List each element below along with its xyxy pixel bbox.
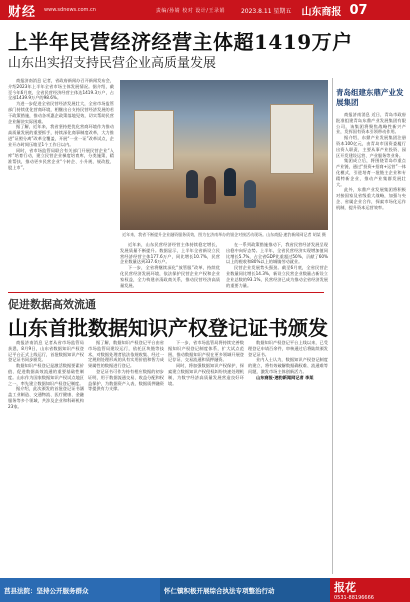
paragraph: 商报济南消息 记者从省市场监管局获悉，8月9日，山东省数据知识产权登记平台正式上线运行，首批数据知识产权登记证书同步颁发。	[8, 340, 84, 363]
paragraph: 业内人士认为，数据知识产权登记制度的建立，将有效破解数据确权难、流通难等问题，激发市场主体创新活力。	[248, 357, 328, 374]
ad-banner-1[interactable]: 莒县法院：坚持公开服务群众	[0, 578, 160, 602]
issue-date: 2023.8.11 星期五	[240, 7, 292, 15]
page-number: 07	[349, 2, 368, 18]
story2-headline: 山东首批数据知识产权登记证书颁发	[8, 316, 328, 340]
masthead	[0, 0, 410, 20]
ad-banner-2[interactable]: 怀仁镇积极开展综合执法专项整治行动	[160, 578, 330, 602]
ad-banner-3[interactable]	[330, 578, 410, 602]
column-divider	[332, 78, 333, 574]
paragraph: 登记证书可作为持有相应数据的初步证明，用于数据流通交易、收益分配和权益保护，为数据资产入表、数据质押融资等提供有力支撑。	[88, 368, 164, 392]
story2-column-1	[8, 340, 84, 574]
paragraph: 近年来，山东民营经济经营主体持续稳定增长，发展质量不断提升。数据显示，上半年全省新设立民营经济经营主体177.6万户，同比增长10.7%，民营企业数量达到337.6万户。	[120, 242, 220, 265]
story1-subhead: 山东出实招支持民营企业高质量发展	[8, 56, 217, 71]
story1-column-2	[120, 242, 220, 288]
paragraph: 为进一步促进全省民营经济发展壮大，全省市场监管部门持续优化营商环境，相继出台支持民营经济发展的若干政策措施，推动各项惠企政策落地见效，切实帮助民营企业解决实际困难。	[8, 101, 114, 124]
paragraph: 下一步，全省将继续深化“放管服”改革，持续优化民营经济发展环境，依法保护民营企业产权和企业家权益，全力构建亲清政商关系，推动民营经济高质量发展。	[120, 265, 220, 288]
photo-person	[224, 168, 236, 196]
paragraph: 民营企业发展势头强劲。截至6月底，全省民营企业数量同比增长14.3%，新设立民营企业数量占新设立企业总数的93.1%，民营经济已成为推动全省经济发展的重要力量。	[226, 265, 328, 288]
paragraph: 据了解，数据知识产权登记平台由省市场监管局建设运行，依托区块链等技术，对数据处理者依法依规收集、经过一定规则处理形成的具有实用价值和智力成果属性的数据进行登记。	[88, 340, 164, 369]
news-photo	[120, 80, 328, 230]
paragraph: 据介绍，东鼎产业发展集团注册资本100亿元，由青岛市国资委履行出资人职责，主要从事产业投资、园区开发建设运营、产业服务等业务。	[336, 135, 406, 158]
paragraph: 数据知识产权登记平台上线以来，已受理登记申请百余件，审核通过后将陆续颁发登记证书。	[248, 340, 328, 357]
sidebar-story-title: 青岛组建东鼎产业发展集团	[336, 88, 404, 107]
newspaper-brand: 山东商报	[301, 6, 342, 18]
ad-banner-3-phone: 0531-88196666	[334, 595, 374, 601]
photo-display-stand	[270, 104, 314, 174]
story2-kicker: 促进数据高效流通	[8, 298, 96, 311]
story2-column-2	[88, 340, 164, 574]
ad-strip	[0, 578, 410, 602]
paragraph: 据介绍，此次颁发的首批登记证书涵盖工业制造、交通物流、医疗健康、金融服务等多个领域，共涉及企业和科研机构23家。	[8, 386, 84, 409]
story-divider	[8, 292, 324, 293]
story2-column-3	[168, 340, 244, 574]
paragraph: 在一系列政策措施推动下，我省民营经济发展呈现出稳中向好态势。上半年，全省民营经济实现增加值同比增长5.7%，占全省GDP比重超过50%，贡献了60%以上的税收和80%以上的城镇劳动就业。	[226, 242, 328, 265]
paragraph: 据了解，近年来，我省坚持把优化营商环境作为推动高质量发展的重要抓手，持续深化商事制度改革，大力推进“证照分离”改革全覆盖，开展“一业一证”改革试点，企业开办时间压缩至1个工作日以内。	[8, 124, 114, 147]
story1-headline: 上半年民营经济经营主体超1419万户	[8, 30, 353, 54]
story1-column-3	[226, 242, 328, 288]
paragraph: 集团成立后，将围绕青岛市重点产业链，通过“投资+招商+运营”一体化模式，引进培育一批链主企业和专精特新企业，推动产业集群发展壮大。	[336, 158, 406, 187]
section-tag: 财经	[8, 4, 37, 20]
paragraph: 商报济南消息 记者，省政府新闻办召开新闻发布会，介绍2023年上半年全省市场主体发展情况。据介绍，截至今年6月底，全省民营经济经营主体达1419.3万户，占全部1439.9万户的98.6%。	[8, 78, 114, 101]
paragraph: 商报济南消息 近日，青岛市政府批准组建青岛东鼎产业发展集团有限公司，该集团将聚焦战略性新兴产业，发挥国有资本引领带动作用。	[336, 112, 406, 135]
photo-display-stand	[134, 110, 174, 170]
paragraph: 同时，省市场监管局联合有关部门开展民营企业“入库”培育行动，建立民营企业梯度培育库，分类施策，精准帮扶，推动更多民营企业“个转企、小升规、规改股、股上市”。	[8, 147, 114, 170]
photo-person	[204, 176, 216, 204]
story1-column-1	[8, 78, 114, 288]
photo-person	[186, 170, 198, 198]
photo-caption: 近年来，我省不断提升企业融资服务质效，图为在济南举办的银企对接活动现场。山东商报·速豹新闻网记者 胡某 摄	[122, 232, 326, 237]
ad-banner-3-title: 报花	[334, 581, 356, 594]
story2-column-4	[248, 340, 328, 574]
sidebar-story-body	[336, 112, 406, 574]
paragraph: 同时，将加强数据知识产权保护，探索建立数据知识产权侵权纠纷快速处理机制，为数字经济高质量发展营造良好环境。	[168, 363, 244, 386]
paragraph: 数据知识产权登记是激活数据要素价值、促进数据高效流通的重要基础性制度。山东作为国家数据知识产权试点地区之一，率先建立数据知识产权登记制度。	[8, 363, 84, 386]
photo-person	[244, 180, 256, 208]
story2-author: 山东商报·速豹新闻网记者 李某	[256, 374, 314, 380]
paragraph: 下一步，省市场监管局将持续完善数据知识产权登记制度体系，扩大试点范围，推动数据知识产权在更多领域开展登记存证、交易流通和质押融资。	[168, 340, 244, 363]
editor-credits: 责编/孙婧 校对 设计/王录娟	[155, 7, 225, 14]
site-url[interactable]: www.sdnews.com.cn	[44, 7, 96, 13]
paragraph: 此外，东鼎产业发展集团将积极对接国家及省级重大战略，加强与央企、省属企业合作，探索市场化运作机制，提升资本运营效率。	[336, 187, 406, 210]
